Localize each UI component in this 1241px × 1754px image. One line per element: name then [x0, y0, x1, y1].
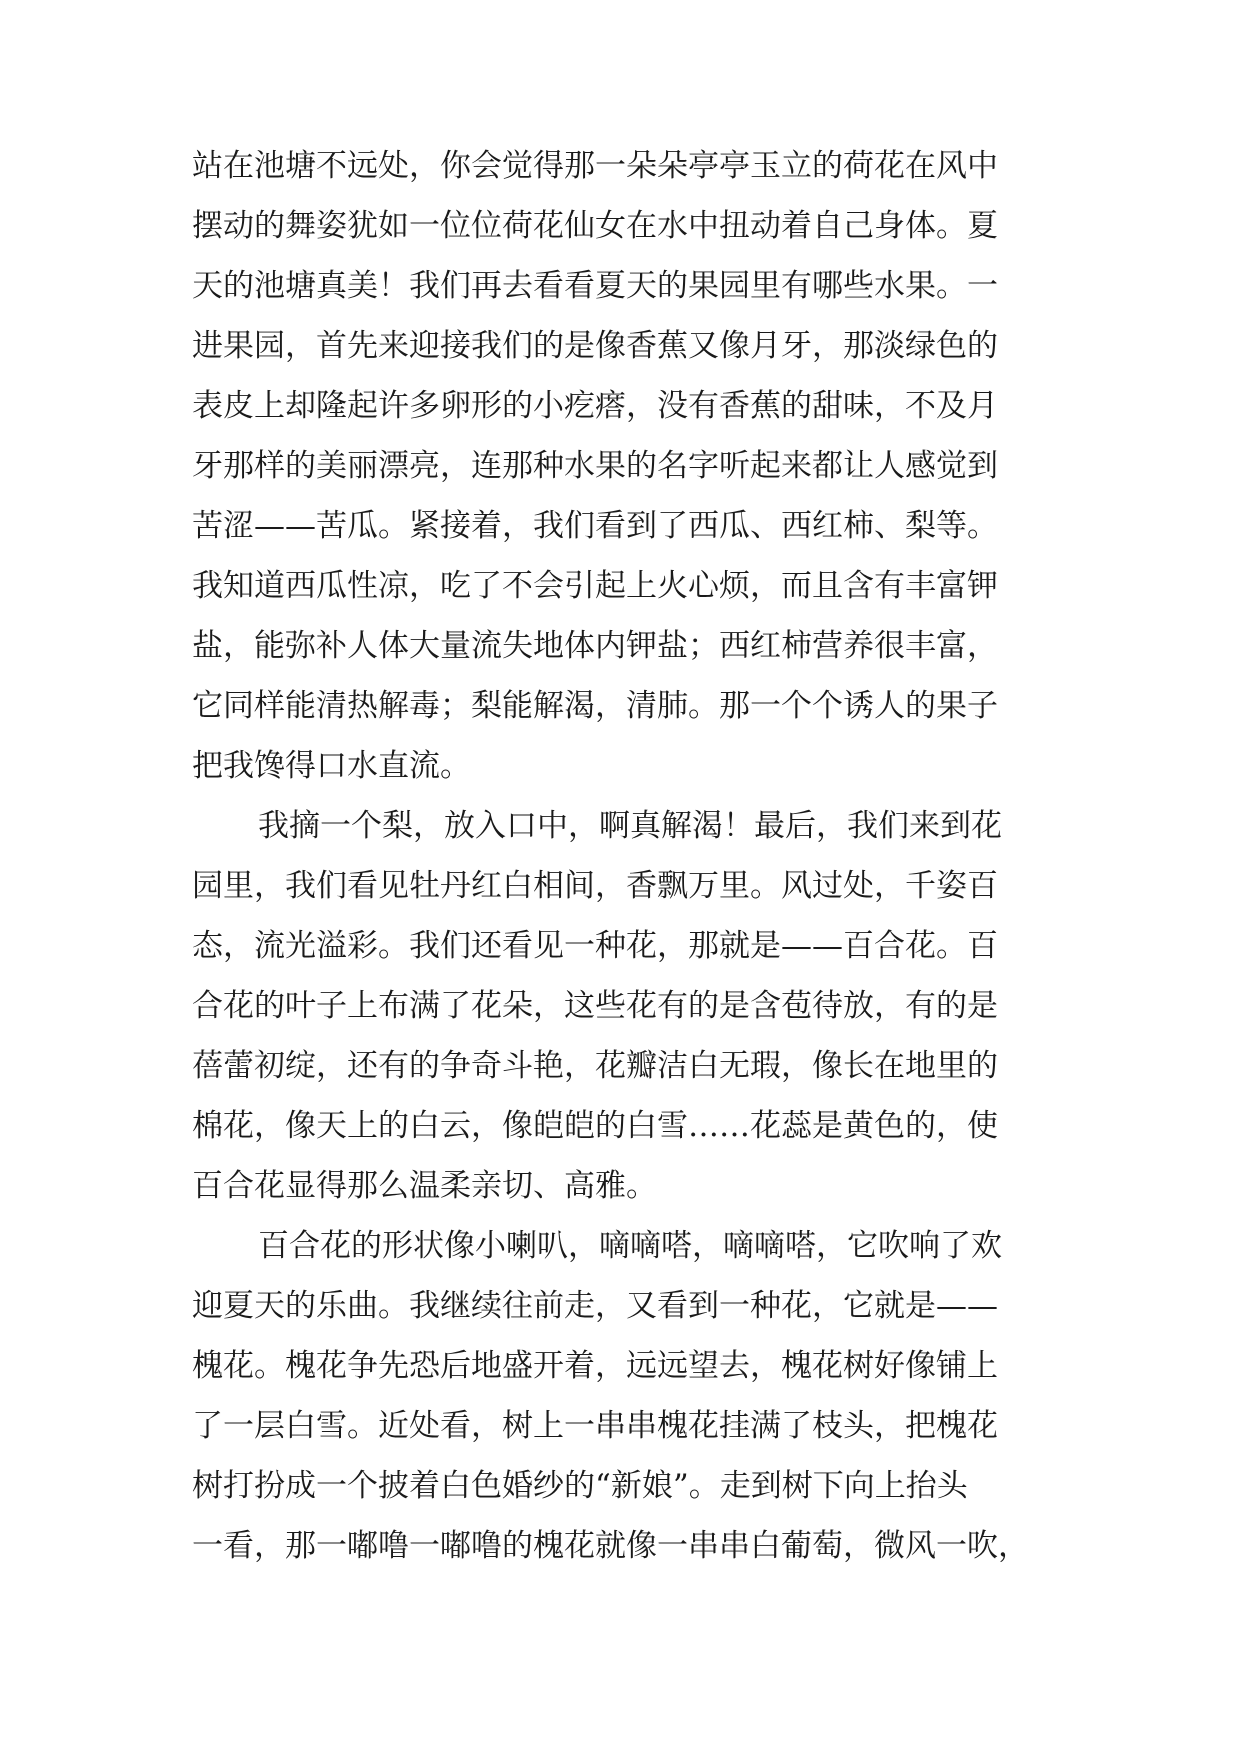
text-line: 盐，能弥补人体大量流失地体内钾盐；西红柿营养很丰富，	[192, 628, 998, 664]
text-line: 棉花，像天上的白云，像皑皑的白雪……花蕊是黄色的，使	[192, 1108, 998, 1144]
text-line: 牙那样的美丽漂亮，连那种水果的名字听起来都让人感觉到	[192, 448, 998, 484]
text-line: 百合花显得那么温柔亲切、高雅。	[192, 1168, 657, 1204]
text-line: 迎夏天的乐曲。我继续往前走，又看到一种花，它就是——	[192, 1288, 998, 1324]
text-line: 态，流光溢彩。我们还看见一种花，那就是——百合花。百	[192, 928, 998, 964]
text-line: 了一层白雪。近处看，树上一串串槐花挂满了枝头，把槐花	[192, 1408, 998, 1444]
text-line: 蓓蕾初绽，还有的争奇斗艳，花瓣洁白无瑕，像长在地里的	[192, 1048, 998, 1084]
text-line: 天的池塘真美！我们再去看看夏天的果园里有哪些水果。一	[192, 268, 998, 304]
paragraph-first-line: 百合花的形状像小喇叭，嘀嘀嗒，嘀嘀嗒，它吹响了欢	[258, 1228, 1002, 1264]
text-line: 站在池塘不远处，你会觉得那一朵朵亭亭玉立的荷花在风中	[192, 148, 998, 184]
text-line: 进果园，首先来迎接我们的是像香蕉又像月牙，那淡绿色的	[192, 328, 998, 364]
text-line: 它同样能清热解毒；梨能解渴，清肺。那一个个诱人的果子	[192, 688, 998, 724]
text-line: 一看，那一嘟噜一嘟噜的槐花就像一串串白葡萄，微风一吹，	[192, 1528, 1029, 1564]
text-line: 摆动的舞姿犹如一位位荷花仙女在水中扭动着自己身体。夏	[192, 208, 998, 244]
text-line: 树打扮成一个披着白色婚纱的“新娘”。走到树下向上抬头	[192, 1468, 968, 1504]
text-line: 我知道西瓜性凉，吃了不会引起上火心烦，而且含有丰富钾	[192, 568, 998, 604]
text-line: 把我馋得口水直流。	[192, 748, 471, 784]
text-line: 合花的叶子上布满了花朵，这些花有的是含苞待放，有的是	[192, 988, 998, 1024]
text-line: 槐花。槐花争先恐后地盛开着，远远望去，槐花树好像铺上	[192, 1348, 998, 1384]
text-line: 园里，我们看见牡丹红白相间，香飘万里。风过处，千姿百	[192, 868, 998, 904]
text-line: 表皮上却隆起许多卵形的小疙瘩，没有香蕉的甜味，不及月	[192, 388, 998, 424]
text-line: 苦涩——苦瓜。紧接着，我们看到了西瓜、西红柿、梨等。	[192, 508, 998, 544]
paragraph-first-line: 我摘一个梨，放入口中，啊真解渴！最后，我们来到花	[258, 808, 1002, 844]
